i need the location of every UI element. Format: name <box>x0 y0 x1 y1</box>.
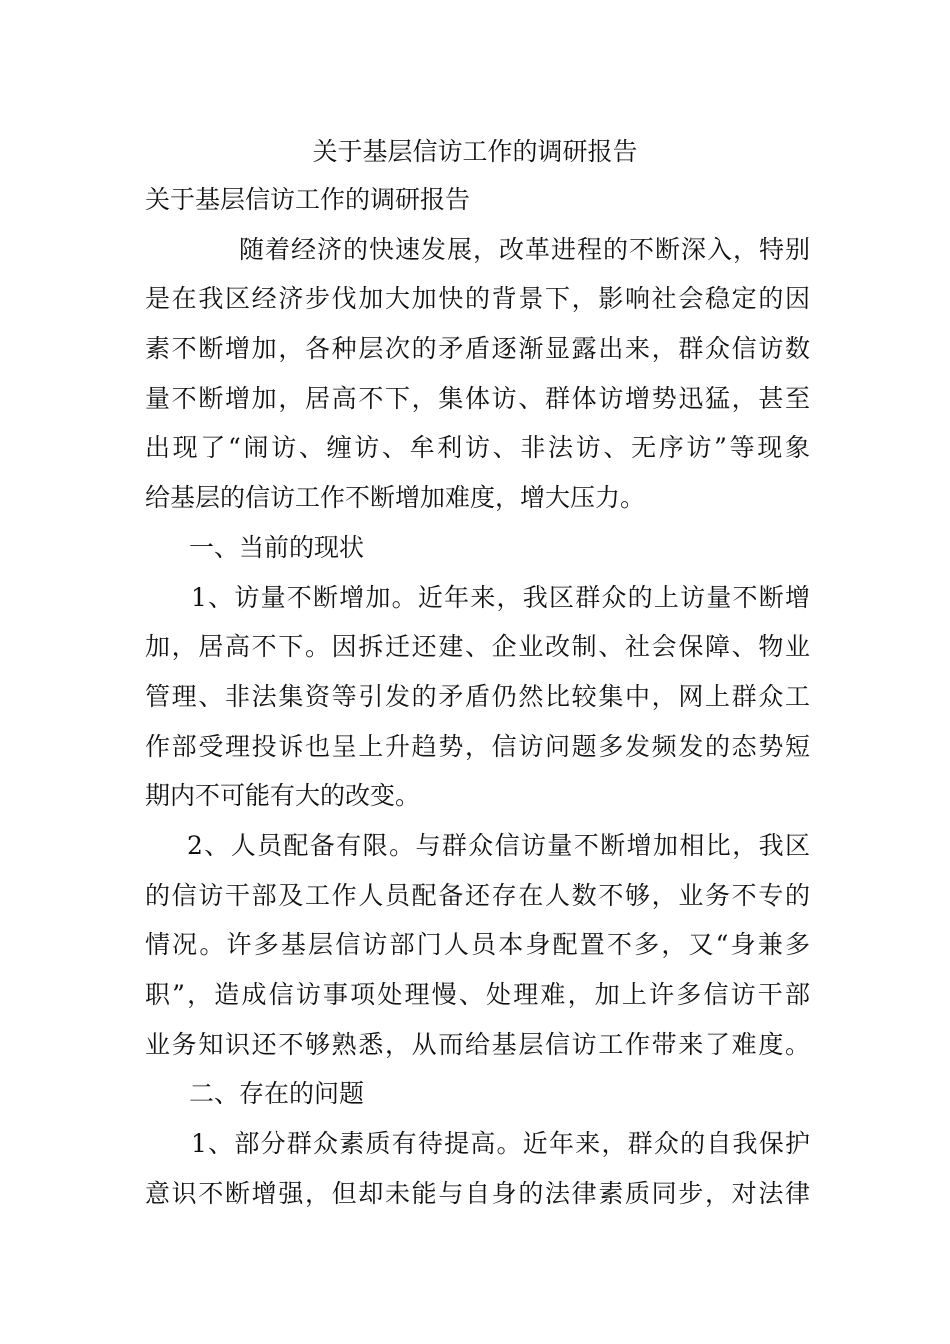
paragraph-line: 素不断增加，各种层次的矛盾逐渐显露出来，群众信访数 <box>145 334 810 364</box>
paragraph-line: 期内不可能有大的改变。 <box>145 781 421 811</box>
document-body <box>145 182 810 1225</box>
paragraph-line: 的信访干部及工作人员配备还存在人数不够，业务不专的 <box>145 880 810 910</box>
paragraph-line: 意识不断增强，但却未能与自身的法律素质同步，对法律 <box>145 1178 810 1208</box>
paragraph-line: 作部受理投诉也呈上升趋势，信访问题多发频发的态势短 <box>145 731 810 761</box>
paragraph-line: 管理、非法集资等引发的矛盾仍然比较集中，网上群众工 <box>145 681 810 711</box>
document-subtitle: 关于基层信访工作的调研报告 <box>145 185 471 214</box>
section-heading: 二、存在的问题 <box>189 1079 365 1109</box>
paragraph-line: 情况。许多基层信访部门人员本身配置不多，又“身兼多 <box>145 930 810 960</box>
paragraph-line: 2、人员配备有限。与群众信访量不断增加相比，我区 <box>187 830 810 860</box>
section1-paragraph-1 <box>145 580 810 828</box>
section1-paragraph-2 <box>145 828 810 1076</box>
section2-paragraph-1 <box>145 1126 810 1225</box>
paragraph-line: 业务知识还不够熟悉，从而给基层信访工作带来了难度。 <box>145 1029 810 1059</box>
document-title: 关于基层信访工作的调研报告 <box>312 137 638 166</box>
section-heading: 一、当前的现状 <box>189 532 365 562</box>
paragraph-line: 随着经济的快速发展，改革进程的不断深入，特别 <box>239 234 810 264</box>
paragraph-line: 职”，造成信访事项处理慢、处理难，加上许多信访干部 <box>145 980 810 1009</box>
paragraph-line: 出现了“闹访、缠访、牟利访、非法访、无序访”等现象 <box>145 433 810 463</box>
intro-paragraph <box>145 232 810 530</box>
paragraph-line: 是在我区经济步伐加大加快的背景下，影响社会稳定的因 <box>145 284 810 314</box>
paragraph-line: 量不断增加，居高不下，集体访、群体访增势迅猛，甚至 <box>145 383 810 413</box>
paragraph-line: 1、访量不断增加。近年来，我区群众的上访量不断增 <box>191 582 810 612</box>
paragraph-line: 给基层的信访工作不断增加难度，增大压力。 <box>145 483 646 513</box>
paragraph-line: 加，居高不下。因拆迁还建、企业改制、社会保障、物业 <box>145 632 810 662</box>
paragraph-line: 1、部分群众素质有待提高。近年来，群众的自我保护 <box>191 1129 810 1159</box>
